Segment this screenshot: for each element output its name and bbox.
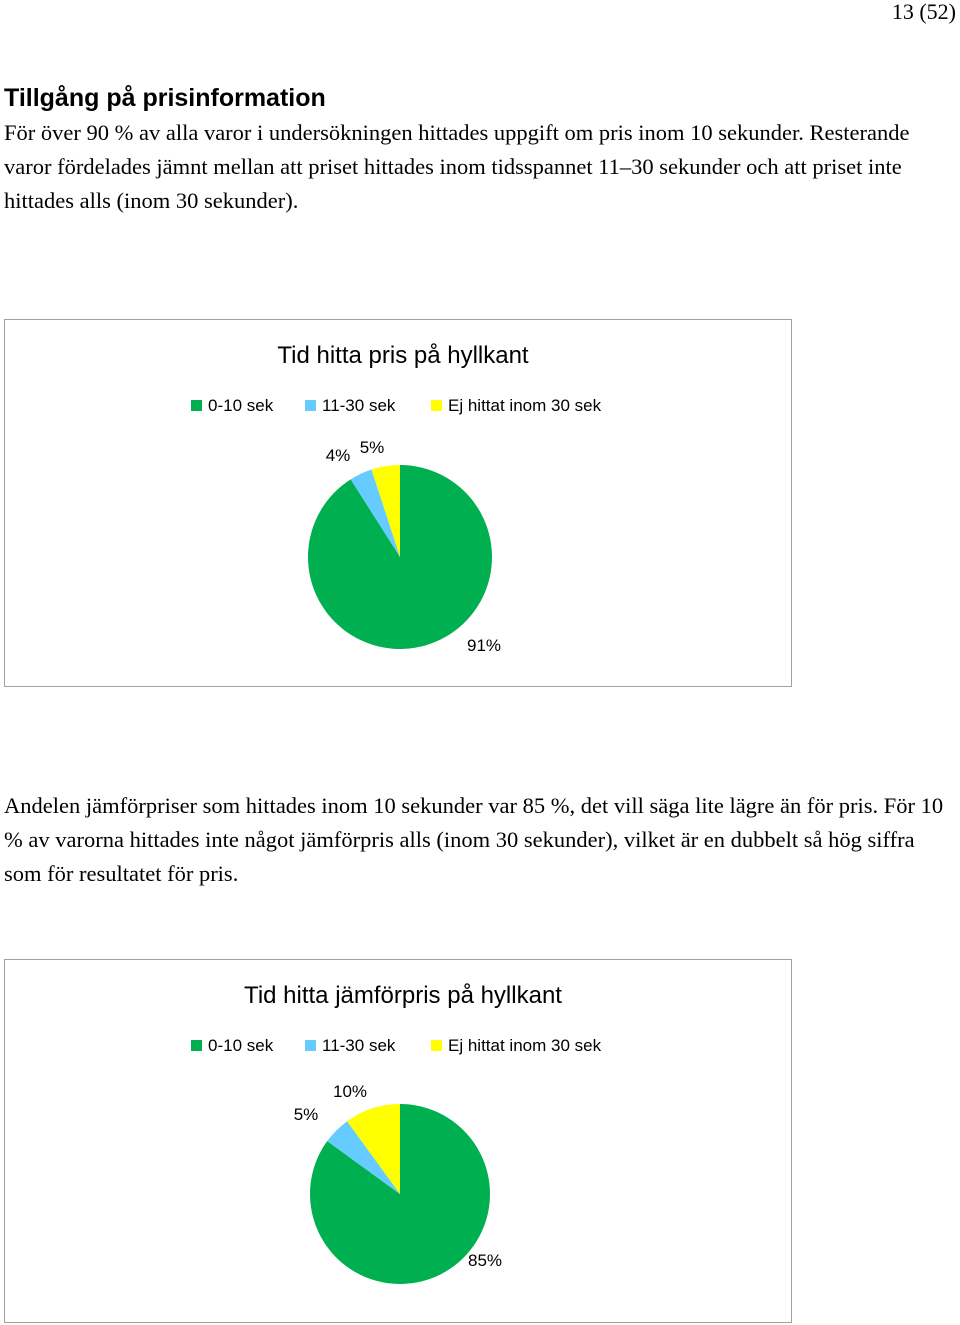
legend-label: 11-30 sek — [322, 396, 396, 415]
legend-label: Ej hittat inom 30 sek — [448, 1036, 602, 1055]
data-label: 4% — [325, 446, 351, 465]
comparison-price-pie-chart — [5, 960, 793, 1324]
chart-title: Tid hitta pris på hyllkant — [277, 342, 529, 369]
comparison-paragraph: Andelen jämförpriser som hittades inom 10 sekunder var 85 %, det vill säga lite lägre än för pris. För 10 % av varorna hittades inte något jämförpris alls (inom 30 sekunder), vilket är en dubbelt så hög siffra som för resultatet för pris. — [4, 793, 944, 886]
legend-label: 0-10 sek — [208, 1036, 274, 1055]
page-number: 13 (52) — [891, 0, 956, 24]
legend-swatch — [305, 1040, 316, 1051]
data-label: 85% — [467, 1251, 503, 1270]
data-label: 5% — [293, 1105, 319, 1124]
legend-swatch — [191, 1040, 202, 1051]
legend-swatch — [305, 400, 316, 411]
legend-label: 0-10 sek — [208, 396, 274, 415]
legend-label: Ej hittat inom 30 sek — [448, 396, 602, 415]
legend-label: 11-30 sek — [322, 1036, 396, 1055]
legend-swatch — [191, 400, 202, 411]
price-pie-chart-frame — [4, 319, 792, 687]
price-pie-chart — [5, 320, 793, 688]
intro-paragraph: För över 90 % av alla varor i undersökningen hittades uppgift om pris inom 10 sekunder. Resterande varor fördelades jämnt mellan att priset hittades inom tidsspannet 11–30 sekunder och att priset inte hittades alls (inom 30 sekunder). — [4, 120, 910, 213]
chart-title: Tid hitta jämförpris på hyllkant — [244, 982, 562, 1009]
data-label: 10% — [332, 1082, 368, 1101]
legend-swatch — [431, 1040, 442, 1051]
section-heading: Tillgång på prisinformation — [4, 84, 326, 112]
legend-swatch — [431, 400, 442, 411]
data-label: 91% — [466, 636, 502, 655]
comparison-price-pie-chart-frame — [4, 959, 792, 1323]
data-label: 5% — [359, 438, 385, 457]
